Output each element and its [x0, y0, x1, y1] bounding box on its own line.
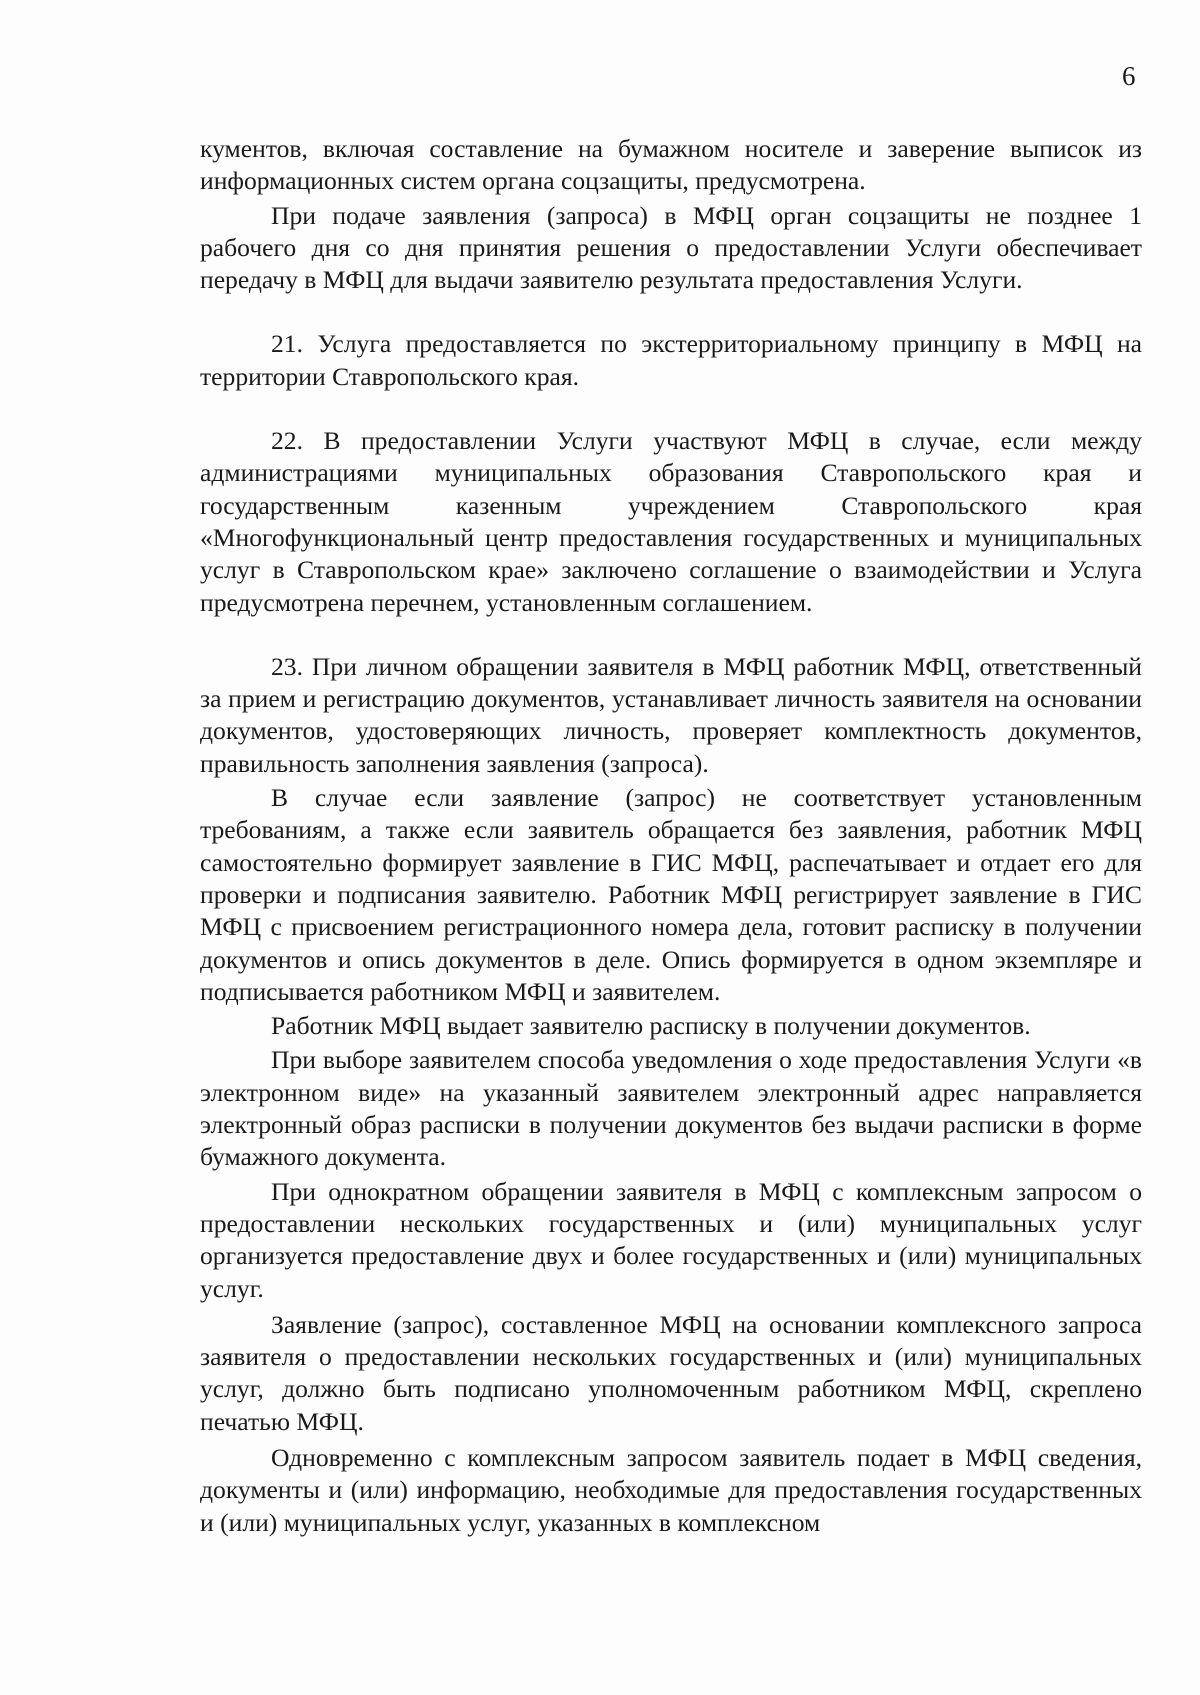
document-body — [200, 133, 1142, 1539]
paragraph-23-complex-application: Заявление (запрос), составленное МФЦ на основании комплексного запроса заявителя о предоставлении нескольких государственных и (или) муниципальных услуг, должно быть подписано уполномоченным работником МФЦ, скреплено печатью МФЦ. — [200, 1309, 1142, 1436]
paragraph-mfc-submission: При подаче заявления (запроса) в МФЦ орган соцзащиты не позднее 1 рабочего дня со дня принятия решения о предоставлении Услуги обеспечивает передачу в МФЦ для выдачи заявителю результата предоставления Услуги. — [200, 200, 1142, 295]
paragraph-23-receipt: Работник МФЦ выдает заявителю расписку в получении документов. — [271, 1011, 1031, 1041]
paragraph-22: 22. В предоставлении Услуги участвуют МФЦ в случае, если между администрациями муниципальных образования Ставропольского края и государственным казенным учреждением Ставропольского края «Многофункциональный центр предоставления государственных и муниципальных услуг в Ставропольском крае» заключено соглашение о взаимодействии и Услуга предусмотрена перечнем, установленным соглашением. — [200, 426, 1142, 617]
paragraph-23: 23. При личном обращении заявителя в МФЦ работник МФЦ, ответственный за прием и регистрацию документов, устанавливает личность заявителя на основании документов, удостоверяющих личность, проверяет комплектность документов, правильность заполнения заявления (запроса). — [200, 651, 1142, 778]
paragraph-23-complex-request: При однократном обращении заявителя в МФЦ с комплексным запросом о предоставлении нескольких государственных и (или) муниципальных услуг организуется предоставление двух и более государственных и (или) муниципальных услуг. — [200, 1176, 1142, 1303]
page-number: 6 — [1122, 61, 1136, 91]
paragraph-21: 21. Услуга предоставляется по экстерриториальному принципу в МФЦ на территории Ставропольского края. — [200, 329, 1142, 391]
paragraph-23-documents: Одновременно с комплексным запросом заявитель подает в МФЦ сведения, документы и (или) информацию, необходимые для предоставления государственных и (или) муниципальных услуг, указанных в комплексном — [200, 1442, 1142, 1537]
paragraph-23-electronic-notice: При выборе заявителем способа уведомления о ходе предоставления Услуги «в электронном виде» на указанный заявителем электронный адрес направляется электронный образ расписки в получении документов без выдачи расписки в форме бумажного документа. — [200, 1045, 1142, 1172]
paragraph-continuation: кументов, включая составление на бумажном носителе и заверение выписок из информационных систем органа соцзащиты, предусмотрена. — [200, 134, 1142, 196]
paragraph-23-application-form: В случае если заявление (запрос) не соответствует установленным требованиям, а также если заявитель обращается без заявления, работник МФЦ самостоятельно формирует заявление в ГИС МФЦ, распечатывает и отдает его для проверки и подписания заявителю. Работник МФЦ регистрирует заявление в ГИС МФЦ с присвоением регистрационного номера дела, готовит расписку в получении документов и опись документов в деле. Опись формируется в одном экземпляре и подписывается работником МФЦ и заявителем. — [200, 783, 1142, 1006]
